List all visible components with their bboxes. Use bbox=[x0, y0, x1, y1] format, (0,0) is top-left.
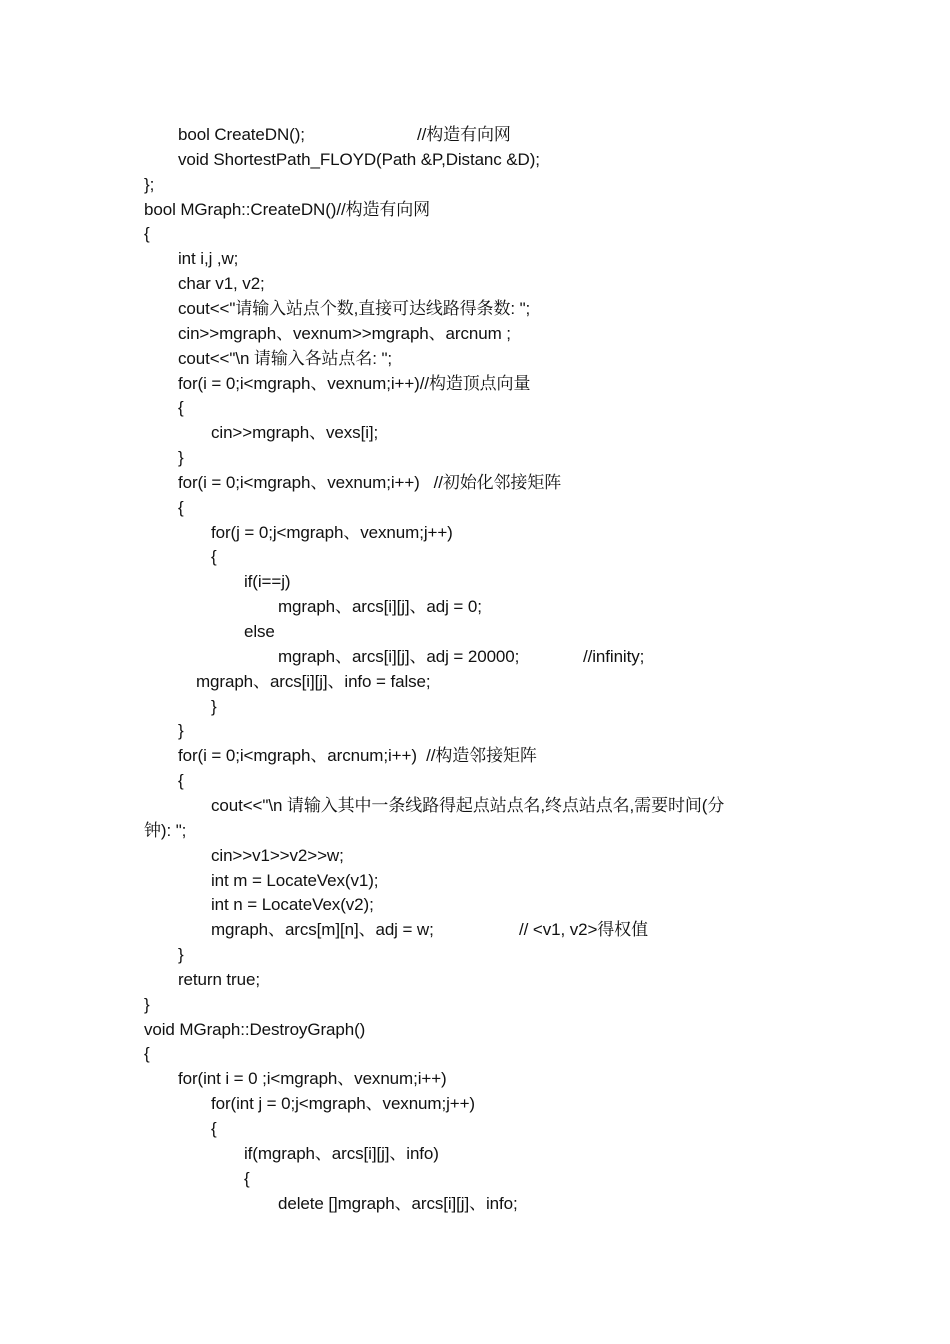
code-text: } bbox=[211, 696, 217, 716]
code-line bbox=[178, 148, 540, 172]
code-text: { bbox=[211, 1119, 217, 1138]
code-line bbox=[211, 893, 374, 917]
code-line bbox=[144, 173, 154, 197]
code-line bbox=[244, 1167, 250, 1191]
code-line bbox=[178, 744, 537, 768]
code-text: char v1, v2; bbox=[178, 274, 265, 294]
code-text: for(i = 0;i<mgraph、vexnum;i++) //初始化邻接矩阵 bbox=[178, 472, 562, 492]
code-text: void MGraph::DestroyGraph() bbox=[144, 1019, 366, 1039]
code-text: { bbox=[144, 224, 150, 244]
code-line bbox=[178, 719, 184, 743]
code-line bbox=[178, 968, 260, 992]
code-line bbox=[178, 446, 184, 470]
code-line bbox=[211, 844, 344, 868]
code-text: } bbox=[178, 448, 184, 468]
code-text: { bbox=[178, 398, 184, 418]
code-text: cout<<"\n 请输入各站点名: "; bbox=[178, 348, 393, 368]
code-line bbox=[144, 1018, 365, 1042]
code-line bbox=[278, 645, 645, 669]
code-text: int m = LocateVex(v1); bbox=[211, 870, 379, 890]
code-text: { bbox=[144, 1044, 150, 1064]
code-line bbox=[144, 993, 150, 1017]
code-line bbox=[211, 545, 217, 569]
code-text: for(int i = 0 ;i<mgraph、vexnum;i++) bbox=[178, 1069, 447, 1089]
code-line bbox=[278, 595, 482, 619]
code-text: cin>>mgraph、vexnum>>mgraph、arcnum ; bbox=[178, 323, 511, 343]
code-line bbox=[278, 1192, 518, 1216]
code-text: for(int j = 0;j<mgraph、vexnum;j++) bbox=[211, 1094, 475, 1114]
code-line bbox=[178, 471, 561, 495]
code-text: for(j = 0;j<mgraph、vexnum;j++) bbox=[211, 522, 453, 542]
code-text: return true; bbox=[178, 969, 260, 989]
code-text: bool CreateDN(); bbox=[178, 125, 305, 144]
code-line bbox=[144, 1042, 150, 1066]
code-text: { bbox=[211, 547, 217, 567]
code-text: bool MGraph::CreateDN()//构造有向网 bbox=[144, 199, 431, 219]
code-text: }; bbox=[144, 174, 155, 194]
code-comment: // <v1, v2>得权值 bbox=[519, 920, 648, 940]
code-line bbox=[178, 496, 184, 520]
code-text: mgraph、arcs[i][j]、adj = 0; bbox=[278, 597, 482, 617]
code-line bbox=[178, 372, 530, 396]
code-line bbox=[178, 396, 184, 420]
code-text: } bbox=[144, 994, 150, 1014]
code-line bbox=[211, 521, 453, 545]
code-line bbox=[144, 198, 430, 222]
code-line bbox=[244, 570, 290, 594]
code-text: cout<<"\n 请输入其中一条线路得起点站点名,终点站点名,需要时间(分 bbox=[211, 795, 725, 815]
code-text: int i,j ,w; bbox=[178, 249, 239, 269]
code-line bbox=[178, 272, 265, 296]
code-text: cout<<"请输入站点个数,直接可达线路得条数: "; bbox=[178, 298, 531, 318]
code-line bbox=[178, 769, 184, 793]
code-line bbox=[178, 247, 238, 271]
code-line bbox=[178, 322, 511, 346]
code-text: 钟): "; bbox=[144, 820, 187, 840]
code-text: mgraph、arcs[m][n]、adj = w; bbox=[211, 920, 434, 940]
code-text: { bbox=[244, 1168, 250, 1188]
code-line bbox=[211, 1092, 475, 1116]
code-text: int n = LocateVex(v2); bbox=[211, 895, 374, 915]
code-line bbox=[144, 222, 150, 246]
code-line bbox=[178, 1067, 447, 1091]
code-text: cin>>v1>>v2>>w; bbox=[211, 845, 344, 865]
code-text: cin>>mgraph、vexs[i]; bbox=[211, 423, 379, 443]
code-line bbox=[211, 869, 378, 893]
code-line bbox=[244, 620, 275, 644]
code-text: delete []mgraph、arcs[i][j]、info; bbox=[278, 1193, 518, 1213]
code-line bbox=[178, 943, 184, 967]
code-line bbox=[178, 347, 392, 371]
code-text: for(i = 0;i<mgraph、arcnum;i++) //构造邻接矩阵 bbox=[178, 746, 537, 766]
code-line bbox=[211, 1117, 217, 1141]
code-text: if(i==j) bbox=[244, 572, 291, 592]
code-line bbox=[244, 1142, 439, 1166]
code-line bbox=[178, 297, 530, 321]
code-text: mgraph、arcs[i][j]、adj = 20000; bbox=[278, 646, 520, 666]
code-comment: //构造有向网 bbox=[417, 125, 511, 144]
code-text: } bbox=[178, 721, 184, 741]
code-text: { bbox=[178, 771, 184, 791]
code-line bbox=[211, 421, 378, 445]
code-line bbox=[211, 695, 217, 719]
code-text: { bbox=[178, 497, 184, 517]
code-line bbox=[196, 670, 431, 694]
code-text: } bbox=[178, 945, 184, 965]
code-line bbox=[211, 794, 724, 818]
code-line bbox=[178, 123, 511, 147]
code-text: mgraph、arcs[i][j]、info = false; bbox=[196, 671, 431, 691]
code-comment: //infinity; bbox=[583, 646, 645, 666]
code-line bbox=[144, 819, 186, 843]
code-text: void ShortestPath_FLOYD(Path &P,Distanc &D); bbox=[178, 149, 540, 169]
code-line bbox=[211, 918, 648, 942]
code-text: if(mgraph、arcs[i][j]、info) bbox=[244, 1143, 439, 1163]
code-text: else bbox=[244, 622, 275, 641]
code-text: for(i = 0;i<mgraph、vexnum;i++)//构造顶点向量 bbox=[178, 373, 531, 393]
